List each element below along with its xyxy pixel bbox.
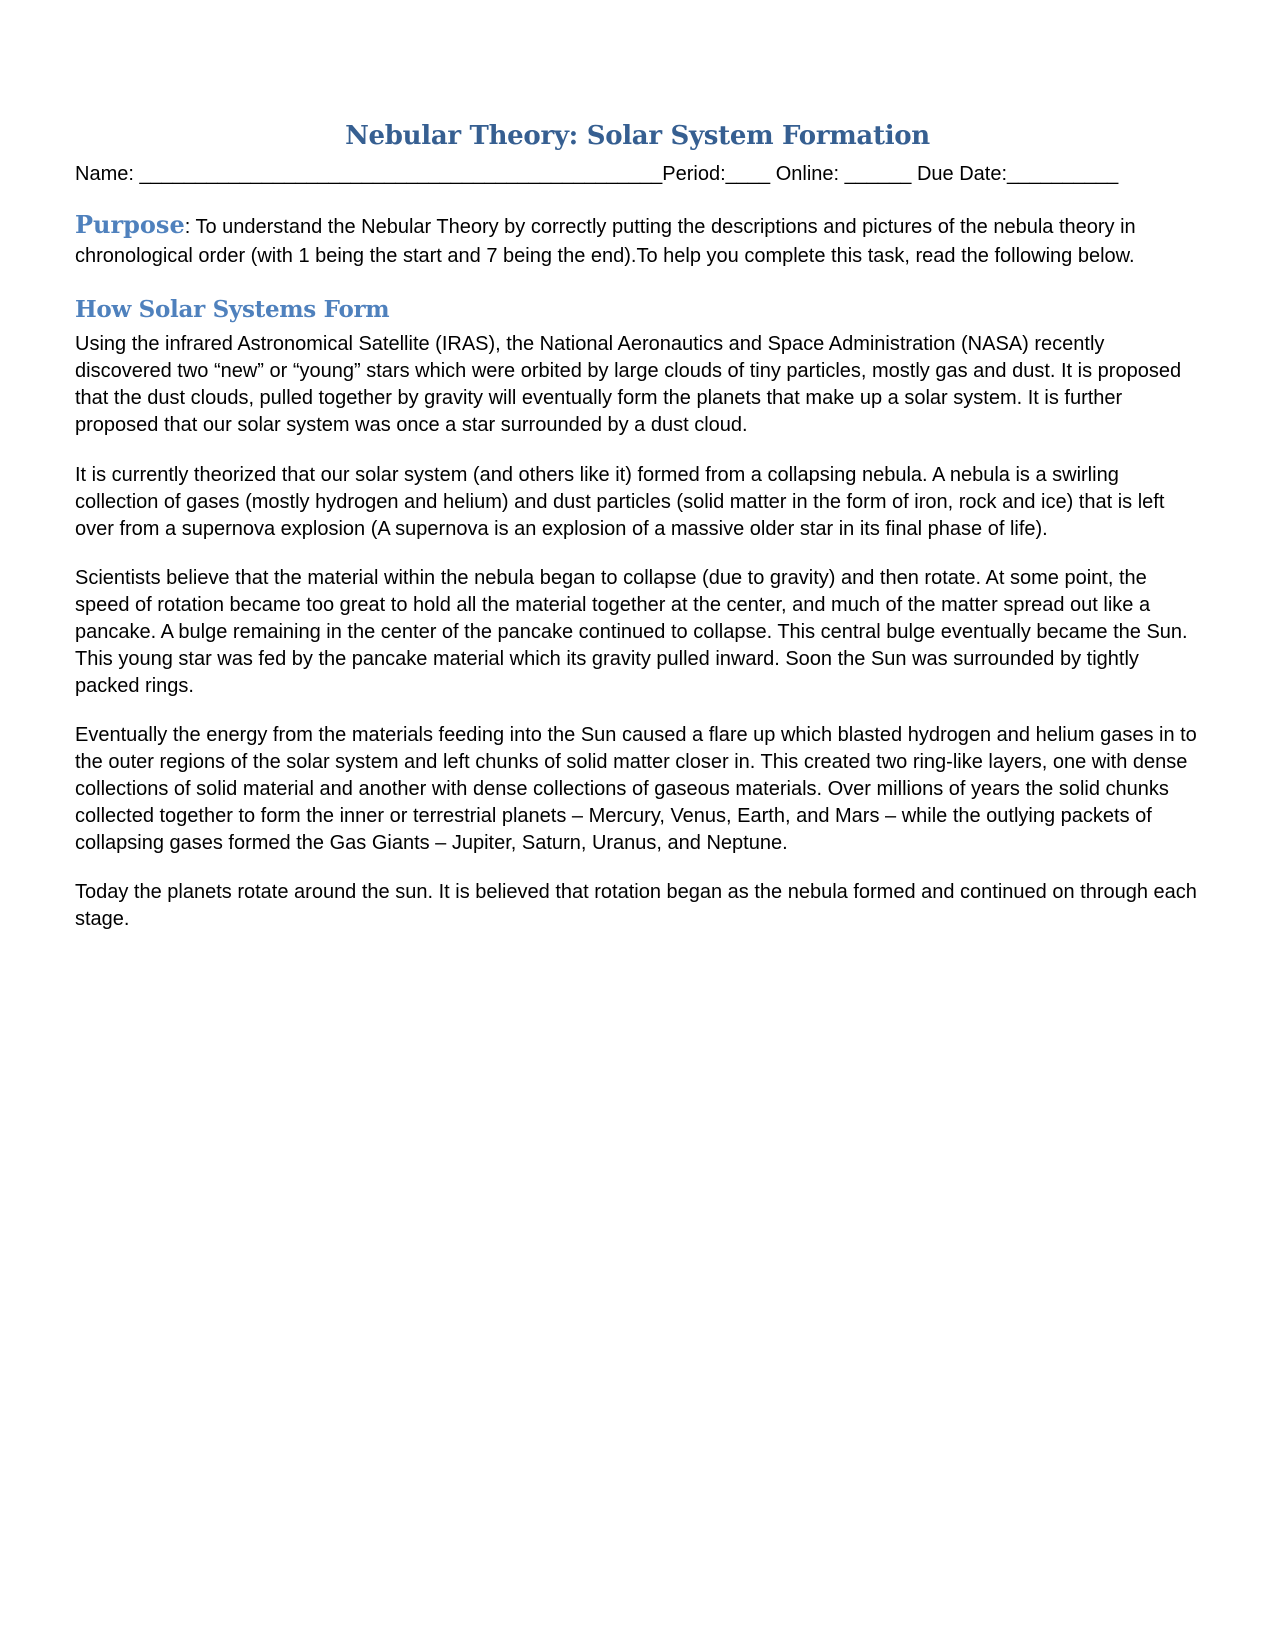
paragraph-iras: Using the infrared Astronomical Satellite (IRAS), the National Aeronautics and Space Administration (NASA) recently discovered two “new” or “young” stars which were orbited by large clouds of tiny particles, mostly gas and dust. It is proposed that the dust clouds, pulled together by gravity will eventually form the planets that make up a solar system. It is further proposed that our solar system was once a star surrounded by a dust cloud. xyxy=(75,333,1182,436)
purpose-label: Purpose xyxy=(75,210,185,239)
name-label: Name: xyxy=(75,163,134,185)
paragraph-rotation: Today the planets rotate around the sun. It is believed that rotation began as the nebula formed and continued on through each stage. xyxy=(75,881,1197,930)
due-date-label: Due Date: xyxy=(916,163,1008,185)
purpose-paragraph xyxy=(75,210,1205,271)
document-title: Nebular Theory: Solar System Formation xyxy=(345,121,930,151)
purpose-text: : To understand the Nebular Theory by correctly putting the descriptions and pictures of the nebula theory in chronological order (with 1 being the start and 7 being the end).To help you complete this task, read the following below. xyxy=(75,216,1136,267)
period-label: Period: xyxy=(662,163,726,185)
paragraph-nebula: It is currently theorized that our solar system (and others like it) formed from a collapsing nebula. A nebula is a swirling collection of gases (mostly hydrogen and helium) and dust particles (solid matter in the form of iron, rock and ice) that is left over from a supernova explosion (A supernova is an explosion of a massive older star in its final phase of life). xyxy=(75,464,1165,540)
period-blank: ____ xyxy=(725,163,771,185)
paragraph-collapse: Scientists believe that the material within the nebula began to collapse (due to gravity) and then rotate. At some point, the speed of rotation became too great to hold all the material together at the center, and much of the matter spread out like a pancake. A bulge remaining in the center of the pancake continued to collapse. This central bulge eventually became the Sun. This young star was fed by the pancake material which its gravity pulled inward. Soon the Sun was surrounded by tightly packed rings. xyxy=(75,567,1188,697)
online-label: Online: xyxy=(775,163,840,185)
name-blank: _______________________________________________ xyxy=(139,163,663,185)
due-date-blank: __________ xyxy=(1007,163,1119,185)
paragraph-planets: Eventually the energy from the materials feeding into the Sun caused a flare up which blasted hydrogen and helium gases in to the outer regions of the solar system and left chunks of solid matter closer in. This created two ring-like layers, one with dense collections of solid material and another with dense collections of gaseous materials. Over millions of years the solid chunks collected together to form the inner or terrestrial planets – Mercury, Venus, Earth, and Mars – while the outlying packets of collapsing gases formed the Gas Giants – Jupiter, Saturn, Uranus, and Neptune. xyxy=(75,724,1197,854)
section-heading: How Solar Systems Form xyxy=(75,296,390,323)
online-blank: ______ xyxy=(844,163,912,185)
student-info-line xyxy=(75,163,1118,186)
